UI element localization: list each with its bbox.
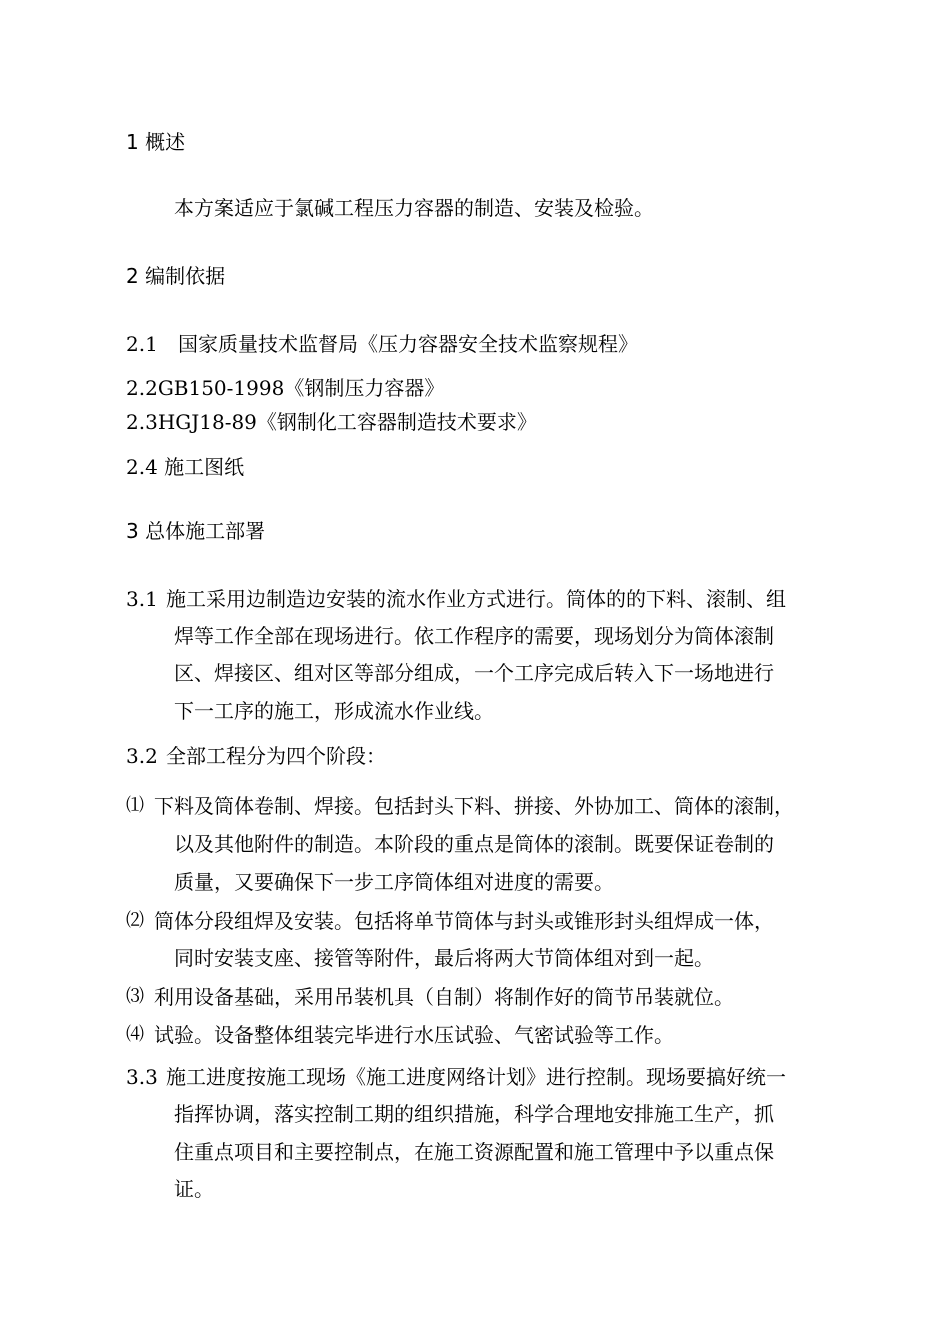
phase-1-line-3: 质量，又要确保下一步工序筒体组对进度的需要。: [174, 870, 614, 894]
ref-2-3: [126, 410, 537, 434]
item-3-2-number: 3.2: [126, 744, 158, 768]
item-3-3-line-4: 证。: [174, 1177, 214, 1201]
phase-2-line-2: 同时安装支座、接管等附件，最后将两大节筒体组对到一起。: [174, 946, 714, 970]
item-3-1-number: 3.1: [126, 587, 158, 611]
ref-number: 2.2: [126, 376, 158, 400]
section-1-heading: 1 概述: [126, 130, 186, 154]
item-3-1-line-2: 焊等工作全部在现场进行。依工作程序的需要，现场划分为筒体滚制: [174, 624, 774, 648]
ref-text: GB150-1998《钢制压力容器》: [157, 376, 445, 400]
item-3-2-text: 全部工程分为四个阶段：: [166, 744, 386, 768]
item-3-3-line-3: 住重点项目和主要控制点，在施工资源配置和施工管理中予以重点保: [174, 1140, 774, 1164]
ref-number: 2.3: [126, 410, 158, 434]
phase-4-line-1: 试验。设备整体组装完毕进行水压试验、气密试验等工作。: [154, 1023, 674, 1047]
ref-text: 国家质量技术监督局《压力容器安全技术监察规程》: [178, 332, 638, 356]
section-3-heading: 3 总体施工部署: [126, 519, 266, 543]
ref-text: HGJ18-89《钢制化工容器制造技术要求》: [157, 410, 537, 434]
phase-3-line-1: 利用设备基础，采用吊装机具（自制）将制作好的筒节吊装就位。: [154, 985, 734, 1009]
item-3-1-line-1: 施工采用边制造边安装的流水作业方式进行。筒体的的下料、滚制、组: [166, 587, 786, 611]
ref-2-2: [126, 376, 444, 400]
section-2-heading: 2 编制依据: [126, 264, 226, 288]
item-3-3-line-2: 指挥协调，落实控制工期的组织措施，科学合理地安排施工生产，抓: [174, 1102, 774, 1126]
phase-2-line-1: 筒体分段组焊及安装。包括将单节筒体与封头或锥形封头组焊成一体，: [154, 909, 774, 933]
phase-3-number: ⑶: [126, 986, 144, 1007]
phase-2-number: ⑵: [126, 910, 144, 931]
phase-4-number: ⑷: [126, 1024, 144, 1045]
phase-1-line-1: 下料及筒体卷制、焊接。包括封头下料、拼接、外协加工、筒体的滚制，: [154, 794, 794, 818]
phase-1-line-2: 以及其他附件的制造。本阶段的重点是筒体的滚制。既要保证卷制的: [174, 832, 774, 856]
ref-2-1: [126, 332, 638, 356]
ref-number: 2.1: [126, 332, 158, 356]
ref-number: 2.4: [126, 455, 158, 479]
section-1-text: 本方案适应于氯碱工程压力容器的制造、安装及检验。: [174, 196, 654, 220]
item-3-1-line-4: 下一工序的施工，形成流水作业线。: [174, 699, 494, 723]
item-3-3-number: 3.3: [126, 1065, 158, 1089]
ref-2-4: [126, 455, 244, 479]
ref-text: 施工图纸: [164, 455, 245, 479]
item-3-1-line-3: 区、焊接区、组对区等部分组成，一个工序完成后转入下一场地进行: [174, 661, 774, 685]
item-3-3-line-1: 施工进度按施工现场《施工进度网络计划》进行控制。现场要搞好统一: [166, 1065, 786, 1089]
phase-1-number: ⑴: [126, 795, 144, 816]
